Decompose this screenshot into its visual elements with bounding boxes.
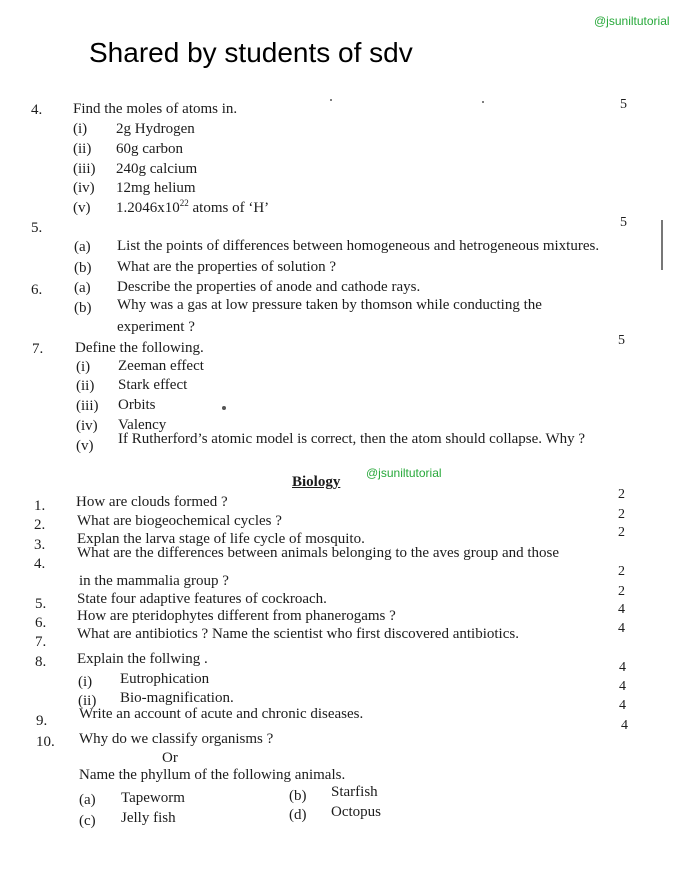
animal-label: (b) (289, 788, 307, 804)
question-text: What are antibiotics ? Name the scientist who first discovered antibiotics. (77, 626, 519, 642)
question-marks: 2 (618, 584, 625, 599)
question-marks: 2 (618, 487, 625, 502)
part-label: (b) (74, 260, 92, 276)
question-text: How are pteridophytes different from phanerogams ? (77, 608, 396, 624)
question-number: 6. (31, 282, 43, 298)
question-text: How are clouds formed ? (76, 494, 228, 510)
item-label: (ii) (78, 693, 97, 709)
item-label: (ii) (76, 378, 95, 394)
question-marks: 5 (618, 333, 625, 348)
question-marks: 4 (621, 718, 628, 733)
question-marks: 2 (618, 525, 625, 540)
question-number: 3. (34, 537, 46, 553)
section-heading-biology: Biology (292, 474, 341, 490)
question-marks: 2 (618, 507, 625, 522)
question-number: 10. (36, 734, 55, 750)
part-label: (a) (74, 280, 91, 296)
question-number: 7. (32, 341, 44, 357)
question-number: 7. (35, 634, 47, 650)
question-text: Explain the follwing . (77, 651, 208, 667)
part-text-continuation: experiment ? (117, 319, 195, 335)
question-number: 1. (34, 498, 46, 514)
question-number: 6. (35, 615, 47, 631)
question-marks: 4 (618, 621, 625, 636)
watermark-top: @jsuniltutorial (594, 14, 670, 28)
item-text: Valency (118, 417, 167, 433)
item-text: Bio-magnification. (120, 690, 234, 706)
item-text-formula: $1.2046x10^{22}$ atoms of ‘H’ (116, 198, 270, 216)
question-marks: 5 (620, 215, 627, 230)
question-number: 4. (34, 556, 46, 572)
animal-name: Starfish (331, 784, 378, 800)
item-text: If Rutherford’s atomic model is correct, then the atom should collapse. Why ? (118, 431, 586, 447)
question-marks: 4 (619, 679, 626, 694)
question-marks-extra: 4 (619, 698, 626, 713)
scan-speck (482, 101, 484, 103)
item-label: (i) (76, 359, 91, 375)
item-text: 60g carbon (116, 141, 184, 157)
question-text: Explan the larva stage of life cycle of mosquito. (77, 531, 365, 547)
item-text: Zeeman effect (118, 358, 204, 374)
item-label: (v) (76, 438, 94, 454)
question-text: Find the moles of atoms in. (73, 101, 238, 117)
item-label: (iv) (73, 180, 95, 196)
animal-name: Jelly fish (121, 810, 176, 826)
item-label: (i) (73, 121, 88, 137)
question-marks: 4 (618, 602, 625, 617)
question-marks: 5 (620, 97, 627, 112)
question-text: Define the following. (75, 340, 204, 356)
part-text: What are the properties of solution ? (117, 259, 337, 275)
question-number: 5. (31, 220, 43, 236)
item-text: Orbits (118, 397, 156, 413)
banner-title: Shared by students of sdv (89, 37, 413, 68)
watermark-middle: @jsuniltutorial (366, 466, 442, 480)
question-number: 4. (31, 102, 43, 118)
item-label: (iii) (73, 161, 96, 177)
alternative-question-text: Name the phyllum of the following animals. (79, 767, 346, 783)
question-marks: 4 (619, 660, 626, 675)
item-label: (iv) (76, 418, 98, 434)
scan-speck (330, 99, 332, 101)
part-label: (a) (74, 239, 91, 255)
part-text: Why was a gas at low pressure taken by thomson while conducting the (117, 297, 542, 313)
animal-label: (d) (289, 807, 307, 823)
animal-name: Octopus (331, 804, 381, 820)
question-number: 2. (34, 517, 46, 533)
item-label: (iii) (76, 398, 99, 414)
item-label: (i) (78, 674, 93, 690)
item-text: Eutrophication (120, 671, 210, 687)
question-text: Why do we classify organisms ? (79, 731, 274, 747)
question-number: 5. (35, 596, 47, 612)
question-text-continuation: in the mammalia group ? (79, 573, 229, 589)
item-text: 12mg helium (116, 180, 196, 196)
part-text: Describe the properties of anode and cathode rays. (117, 279, 421, 295)
animal-name: Tapeworm (121, 790, 185, 806)
question-text: What are biogeochemical cycles ? (77, 513, 282, 529)
item-text: 2g Hydrogen (116, 121, 195, 137)
question-text: What are the differences between animals belonging to the aves group and those (77, 545, 560, 561)
question-marks: 2 (618, 564, 625, 579)
question-number: 8. (35, 654, 47, 670)
question-text: Write an account of acute and chronic diseases. (79, 706, 364, 722)
scan-edge-line (661, 220, 663, 270)
question-text: State four adaptive features of cockroach. (77, 591, 327, 607)
animal-label: (c) (79, 813, 96, 829)
part-text: List the points of differences between homogeneous and hetrogeneous mixtures. (117, 238, 600, 254)
scan-speck (222, 406, 226, 410)
part-label: (b) (74, 300, 92, 316)
item-text: 240g calcium (116, 161, 198, 177)
animal-label: (a) (79, 792, 96, 808)
question-number: 9. (36, 713, 48, 729)
item-text: Stark effect (118, 377, 188, 393)
item-label: (v) (73, 200, 91, 216)
or-separator: Or (162, 750, 178, 766)
item-label: (ii) (73, 141, 92, 157)
